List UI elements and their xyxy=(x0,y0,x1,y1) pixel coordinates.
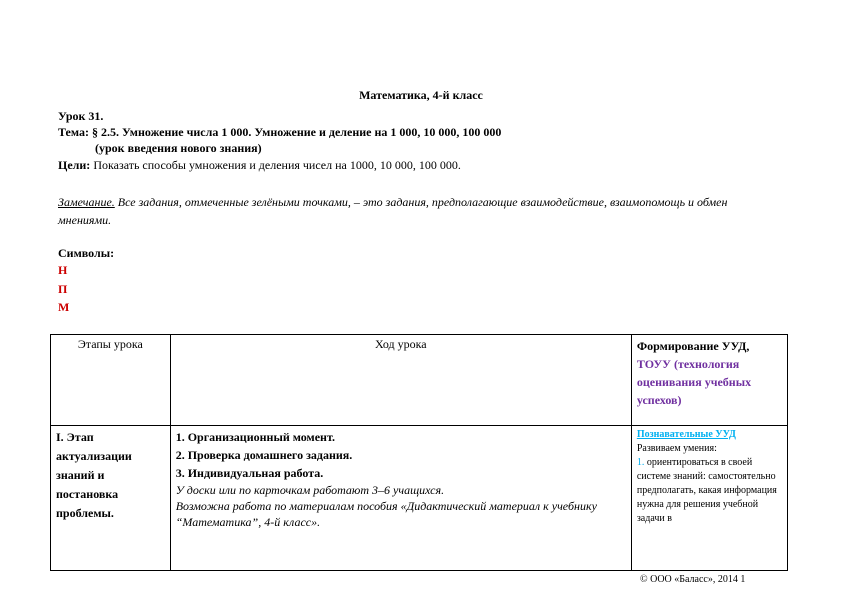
uud-item-text: ориентироваться в своей системе знаний: самостоятельно предполагать, какая информация нужна для решения учебной задачи в xyxy=(636,457,777,524)
header-stages: Этапы урока xyxy=(51,335,171,426)
lesson-table xyxy=(50,334,788,571)
step-individual-work: 3. Индивидуальная работа. xyxy=(175,466,324,480)
lesson-goals xyxy=(58,157,461,173)
flow-cell xyxy=(170,426,631,571)
remark-text: Все задания, отмеченные зелёными точками, – это задания, предполагающие взаимодействие, взаимопомощь и обмен мнениями. xyxy=(58,195,728,227)
lesson-number: Урок 31. xyxy=(58,109,104,123)
symbols-heading: Символы: xyxy=(58,246,115,260)
lesson-topic-subtitle: (урок введения нового знания) xyxy=(95,141,262,155)
document-title: Математика, 4-й класс xyxy=(359,88,483,102)
goals-text: Показать способы умножения и деления чисел на 1000, 10 000, 100 000. xyxy=(93,158,461,172)
table-header-row xyxy=(51,335,788,426)
remark-paragraph xyxy=(58,193,748,229)
flow-note-board: У доски или по карточкам работают 3–6 учащихся. xyxy=(175,483,445,497)
uud-item-number: 1. xyxy=(636,457,645,468)
header-lesson-flow: Ход урока xyxy=(170,335,631,426)
footer-copyright: © ООО «Баласс», 2014 1 xyxy=(640,574,746,585)
header-uud-sub: ТОУУ (технология оценивания учебных успехов) xyxy=(636,357,752,407)
stage-cell: I. Этап актуализации знаний и постановка проблемы. xyxy=(51,426,171,571)
header-uud xyxy=(631,335,787,426)
uud-intro: Развиваем умения: xyxy=(636,443,717,454)
symbol-n: Н xyxy=(58,263,68,277)
lesson-topic: Тема: § 2.5. Умножение числа 1 000. Умножение и деление на 1 000, 10 000, 100 000 xyxy=(58,125,502,139)
flow-note-materials: Возможна работа по материалам пособия «Дидактический материал к учебнику “Математика”, 4-й класс». xyxy=(175,499,597,529)
goals-label: Цели: xyxy=(58,158,91,172)
uud-item xyxy=(637,456,782,526)
remark-label: Замечание. xyxy=(58,195,115,209)
step-org-moment: 1. Организационный момент. xyxy=(175,430,335,444)
step-homework-check: 2. Проверка домашнего задания. xyxy=(175,448,353,462)
table-row xyxy=(51,426,788,571)
header-uud-main: Формирование УУД, xyxy=(636,339,750,353)
symbol-p: П xyxy=(58,282,68,296)
uud-title: Познавательные УУД xyxy=(636,429,736,440)
symbol-m: М xyxy=(58,300,70,314)
uud-cell xyxy=(631,426,787,571)
